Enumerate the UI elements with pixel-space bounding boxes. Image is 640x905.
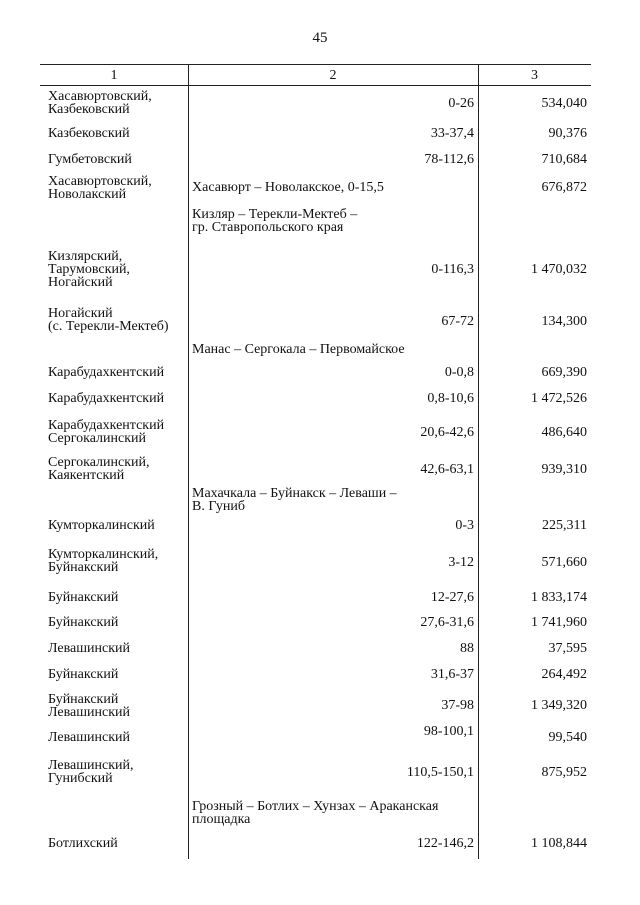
- district-cell: Ботлихский: [48, 836, 118, 851]
- header-col-1: 1: [110, 68, 118, 83]
- table-top-rule: [40, 64, 591, 65]
- value-cell: 134,300: [541, 314, 587, 329]
- district-cell: Буйнакский: [48, 590, 119, 605]
- km-range-cell: 33-37,4: [430, 126, 474, 141]
- km-range-cell: 37-98: [441, 698, 474, 713]
- value-cell: 534,040: [541, 96, 587, 111]
- district-cell: Карабудахкентский: [48, 391, 165, 406]
- road-heading: Кизляр – Терекли-Мектеб – гр. Ставропольского края: [192, 207, 358, 235]
- value-cell: 90,376: [548, 126, 587, 141]
- km-range-cell: 78-112,6: [424, 152, 474, 167]
- km-range-cell: 110,5-150,1: [406, 765, 474, 780]
- district-cell: Карабудахкентский: [48, 365, 165, 380]
- value-cell: 1 472,526: [531, 391, 587, 406]
- district-cell: Хасавюртовский, Новолакский: [48, 174, 152, 202]
- road-segment-cell: Хасавюрт – Новолакское, 0-15,5: [192, 180, 384, 195]
- km-range-cell: 42,6-63,1: [420, 462, 474, 477]
- km-range-cell: 31,6-37: [430, 667, 474, 682]
- km-range-cell: 88: [460, 641, 474, 656]
- district-cell: Сергокалинский, Каякентский: [48, 455, 150, 483]
- value-cell: 669,390: [541, 365, 587, 380]
- district-cell: Казбековский: [48, 126, 130, 141]
- page-number: 45: [312, 30, 328, 46]
- district-cell: Гумбетовский: [48, 152, 132, 167]
- column-divider-2: [478, 64, 479, 859]
- district-cell: Кизлярский, Тарумовский, Ногайский: [48, 249, 130, 290]
- district-cell: Хасавюртовский, Казбековский: [48, 89, 152, 117]
- district-cell: Ногайский (с. Терекли-Мектеб): [48, 306, 169, 334]
- value-cell: 939,310: [541, 462, 587, 477]
- value-cell: 1 349,320: [531, 698, 587, 713]
- km-range-cell: 0,8-10,6: [427, 391, 474, 406]
- road-heading: Манас – Сергокала – Первомайское: [192, 342, 405, 357]
- value-cell: 486,640: [541, 425, 587, 440]
- km-range-cell: 122-146,2: [416, 836, 474, 851]
- value-cell: 99,540: [548, 730, 587, 745]
- km-range-cell: 0-3: [455, 518, 474, 533]
- value-cell: 1 470,032: [531, 262, 587, 277]
- road-heading: Махачкала – Буйнакск – Леваши – В. Гуниб: [192, 486, 397, 514]
- value-cell: 676,872: [541, 180, 587, 195]
- value-cell: 225,311: [542, 518, 587, 533]
- district-cell: Кумторкалинский, Буйнакский: [48, 547, 159, 575]
- km-range-cell: 67-72: [441, 314, 474, 329]
- value-cell: 571,660: [541, 555, 587, 570]
- value-cell: 875,952: [541, 765, 587, 780]
- column-divider-1: [188, 64, 189, 859]
- value-cell: 710,684: [541, 152, 587, 167]
- road-heading: Грозный – Ботлих – Хунзах – Араканская площадка: [192, 799, 439, 827]
- district-cell: Левашинский, Гунибский: [48, 758, 134, 786]
- km-range-cell: 3-12: [448, 555, 474, 570]
- km-range-cell: 0-26: [448, 96, 474, 111]
- value-cell: 264,492: [541, 667, 587, 682]
- km-range-cell: 98-100,1: [423, 724, 474, 739]
- km-range-cell: 0-116,3: [431, 262, 474, 277]
- district-cell: Буйнакский: [48, 615, 119, 630]
- district-cell: Левашинский: [48, 730, 131, 745]
- table-header-rule: [40, 85, 591, 86]
- km-range-cell: 0-0,8: [444, 365, 474, 380]
- district-cell: Буйнакский: [48, 667, 119, 682]
- value-cell: 37,595: [548, 641, 587, 656]
- value-cell: 1 108,844: [531, 836, 587, 851]
- district-cell: Левашинский: [48, 641, 131, 656]
- km-range-cell: 27,6-31,6: [420, 615, 474, 630]
- district-cell: Буйнакский Левашинский: [48, 692, 131, 720]
- district-cell: Карабудахкентский Сергокалинский: [48, 418, 165, 446]
- km-range-cell: 20,6-42,6: [420, 425, 474, 440]
- value-cell: 1 741,960: [531, 615, 587, 630]
- district-cell: Кумторкалинский: [48, 518, 155, 533]
- value-cell: 1 833,174: [531, 590, 587, 605]
- km-range-cell: 12-27,6: [430, 590, 474, 605]
- header-col-3: 3: [531, 68, 538, 83]
- header-col-2: 2: [329, 68, 337, 83]
